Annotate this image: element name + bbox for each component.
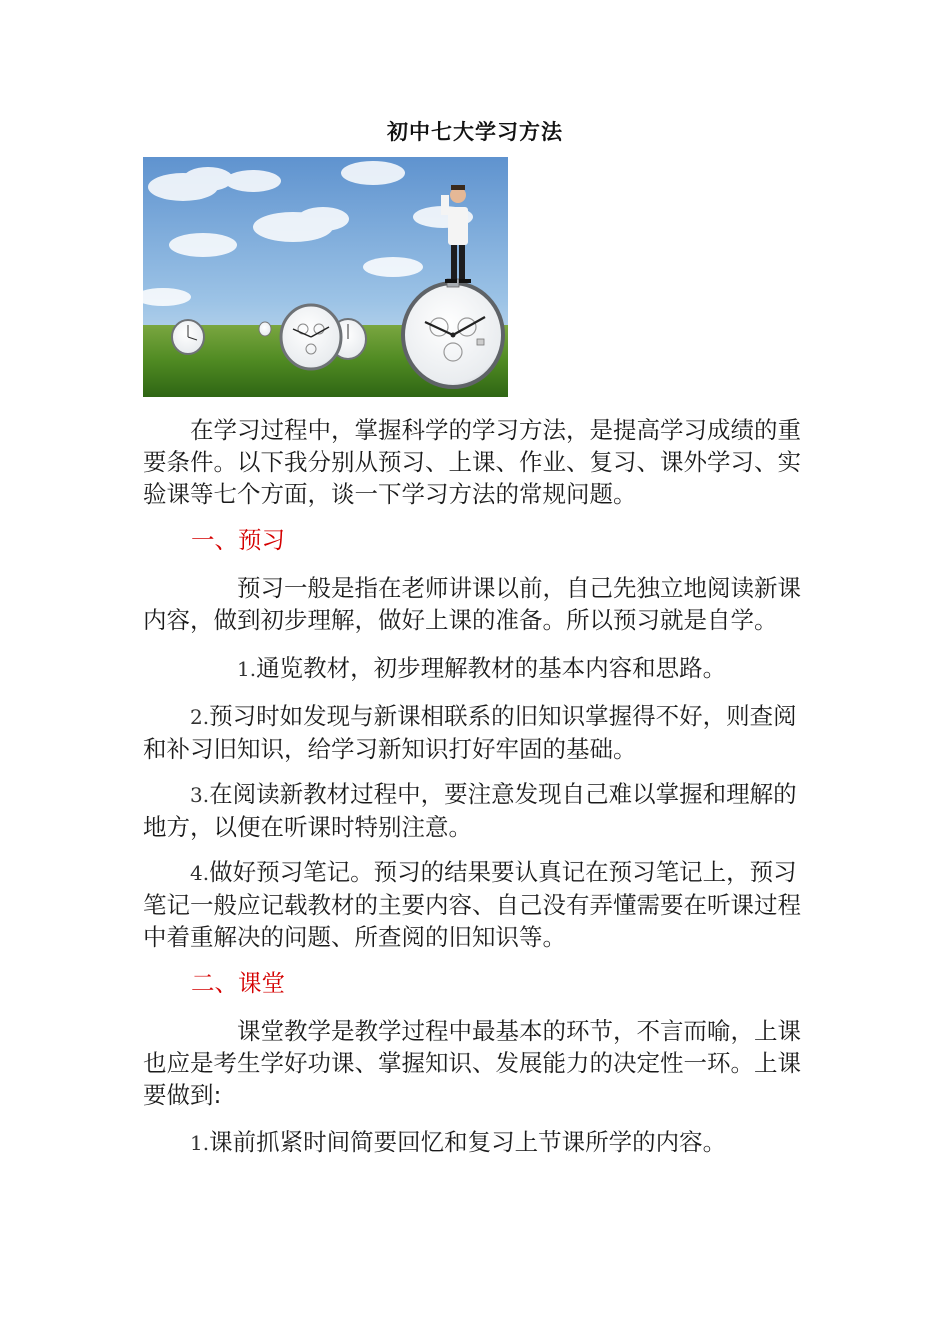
list-number: 2. [190,705,210,729]
list-number: 1. [237,657,257,681]
list-number: 1. [190,1131,210,1155]
list-item-text: 通览教材，初步理解教材的基本内容和思路。 [256,654,727,682]
section2-intro-paragraph: 课堂教学是教学过程中最基本的环节，不言而喻，上课也应是考生学好功课、掌握知识、发展能力的决定性一环。上课要做到: [143,1017,801,1109]
section-heading-classroom: 二、课堂 [191,969,285,997]
section-heading-preview: 一、预习 [191,526,285,554]
list-item [143,700,813,765]
section1-intro-paragraph: 预习一般是指在老师讲课以前，自己先独立地阅读新课内容，做到初步理解，做好上课的准备。所以预习就是自学。 [143,574,801,634]
list-number: 4. [190,861,210,885]
list-number: 3. [190,783,210,807]
list-item-text: 预习时如发现与新课相联系的旧知识掌握得不好，则查阅和补习旧知识，给学习新知识打好牢固的基础。 [143,702,797,763]
document-title: 初中七大学习方法 [387,119,563,144]
illustration-image [143,157,508,397]
list-item [143,778,813,843]
list-item-text: 在阅读新教材过程中，要注意发现自己难以掌握和理解的地方，以便在听课时特别注意。 [143,780,797,841]
list-item-text: 做好预习笔记。预习的结果要认真记在预习笔记上，预习笔记一般应记载教材的主要内容、自己没有弄懂需要在听课过程中着重解决的问题、所查阅的旧知识等。 [143,858,801,951]
list-item [143,856,813,953]
intro-paragraph: 在学习过程中，掌握科学的学习方法，是提高学习成绩的重要条件。以下我分别从预习、上课、作业、复习、课外学习、实验课等七个方面，谈一下学习方法的常规问题。 [143,416,801,508]
list-item [143,1126,813,1159]
list-item [143,652,813,685]
list-item-text: 课前抓紧时间简要回忆和复习上节课所学的内容。 [209,1128,727,1156]
